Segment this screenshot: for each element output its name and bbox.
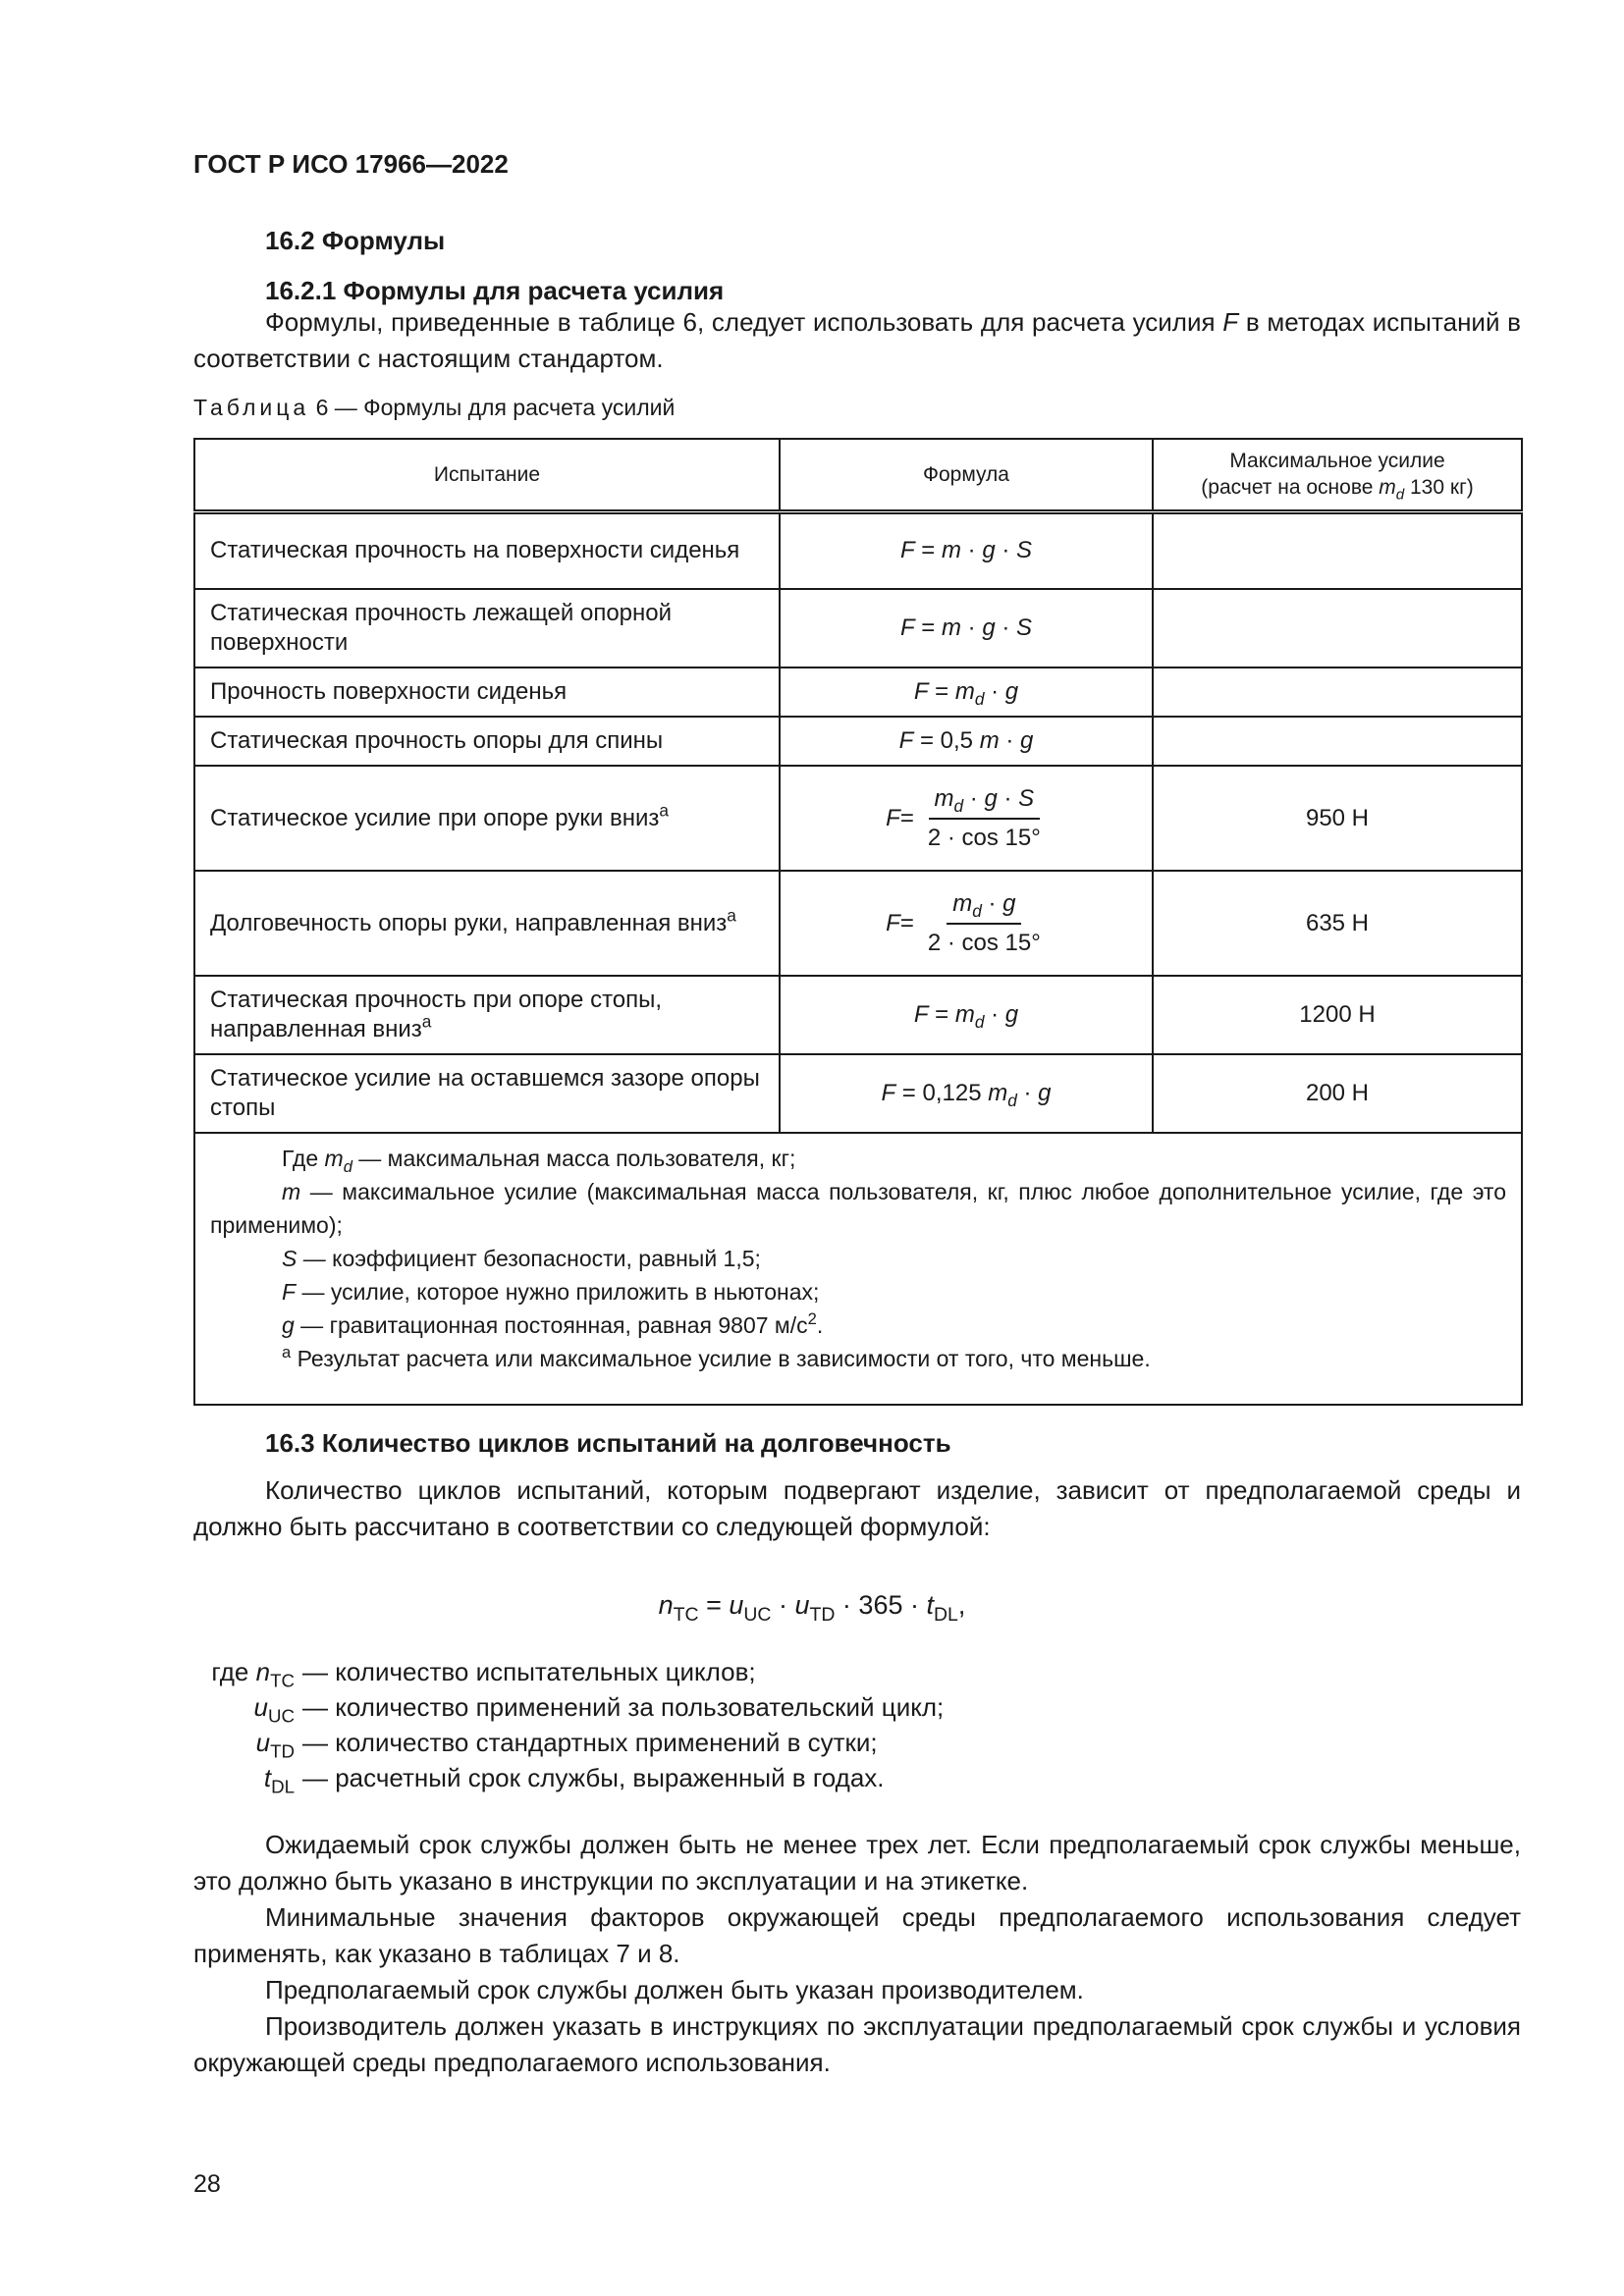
- document-header: ГОСТ Р ИСО 17966—2022: [193, 149, 509, 179]
- formula-definitions: [193, 1654, 944, 1795]
- cycles-formula: $n_{TC} = u_{UC} \cdot u_{TD} \cdot 365 \cdot t_{DL}$,: [658, 1590, 966, 1626]
- row-formula: F = 0,125 $m_d \cdot g$: [780, 1054, 1153, 1133]
- table-row: [194, 589, 1522, 667]
- row-test-name: Статическая прочность опоры для спины: [194, 717, 780, 766]
- table-notes-row: [194, 1133, 1522, 1405]
- table-6-caption: Таблица 6 — Формулы для расчета усилий: [193, 395, 676, 420]
- definition-row: $u_{UC}$ — количество применений за пользовательский цикл;: [253, 1692, 945, 1727]
- row-max-force: [1153, 717, 1522, 766]
- environment-paragraph: Минимальные значения факторов окружающей среды предполагаемого использования следует применять, как указано в таблицах 7 и 8.: [193, 1902, 1521, 1968]
- row-formula: F = m · g · S: [780, 589, 1153, 667]
- definition-row: где $n_{TC}$ — количество испытательных циклов;: [211, 1657, 756, 1691]
- row-test-name: Статическая прочность при опоре стопы, направленная вниз$^a$: [194, 976, 780, 1054]
- instructions-paragraph: Производитель должен указать в инструкциях по эксплуатации предполагаемый срок службы и условия окружающей среды предполагаемого использования.: [193, 2011, 1521, 2077]
- definition-row: $t_{DL}$ — расчетный срок службы, выраженный в годах.: [263, 1763, 885, 1797]
- note-f: F — усилие, которое нужно приложить в ньютонах;: [282, 1279, 820, 1305]
- table-row: [194, 766, 1522, 871]
- row-max-force: [1153, 511, 1522, 589]
- header-formula: Формула: [780, 439, 1153, 511]
- row-test-name: Статическое усилие при опоре руки вниз$^a$: [194, 766, 780, 871]
- note-s: S — коэффициент безопасности, равный 1,5;: [282, 1246, 761, 1271]
- service-life-paragraph: Ожидаемый срок службы должен быть не менее трех лет. Если предполагаемый срок службы меньше, это должно быть указано в инструкции по эксплуатации и на этикетке.: [193, 1830, 1521, 1896]
- fraction-numerator: $m_d \cdot g \cdot S$: [929, 784, 1041, 820]
- row-test-name: Прочность поверхности сиденья: [194, 667, 780, 717]
- row-formula: $F = m_d \cdot g$: [780, 976, 1153, 1054]
- section-16-2-title: 16.2 Формулы: [265, 226, 446, 255]
- table-row: [194, 871, 1522, 976]
- row-max-force: [1153, 589, 1522, 667]
- row-formula: F = m · g · S: [780, 511, 1153, 589]
- section-16-3-intro: Количество циклов испытаний, которым подвергают изделие, зависит от предполагаемой среды и должно быть рассчитано в соответствии со следующей формулой:: [193, 1475, 1521, 1541]
- formula-table: [193, 438, 1523, 1406]
- header-test: Испытание: [194, 439, 780, 511]
- page-number: 28: [193, 2170, 221, 2198]
- table-header-row: [194, 439, 1522, 511]
- header-max-force: Максимальное усилие (расчет на основе $m_d$ 130 кг): [1153, 439, 1522, 511]
- row-max-force: 200 Н: [1153, 1054, 1522, 1133]
- row-max-force: [1153, 667, 1522, 717]
- row-max-force: 635 Н: [1153, 871, 1522, 976]
- row-formula: F = $\frac{m_d \cdot g \cdot S}{2 \cdot \cos 15^\circ}$: [780, 766, 1153, 871]
- table-notes: [194, 1133, 1522, 1405]
- row-test-name: Статическая прочность лежащей опорной поверхности: [194, 589, 780, 667]
- table-row: [194, 976, 1522, 1054]
- section-16-2-1-paragraph: Формулы, приведенные в таблице 6, следует использовать для расчета усилия F в методах испытаний в соответствии с настоящим стандартом.: [193, 307, 1521, 373]
- row-test-name: Долговечность опоры руки, направленная вниз$^a$: [194, 871, 780, 976]
- section-16-3-title: 16.3 Количество циклов испытаний на долговечность: [265, 1428, 951, 1458]
- row-test-name: Статическая прочность на поверхности сиденья: [194, 511, 780, 589]
- table-row: [194, 717, 1522, 766]
- note-g: g — гравитационная постоянная, равная 9807 $м/с^2$.: [282, 1308, 824, 1338]
- section-16-2-1-title: 16.2.1 Формулы для расчета усилия: [265, 276, 725, 305]
- manufacturer-lifetime-paragraph: Предполагаемый срок службы должен быть указан производителем.: [265, 1975, 1084, 2004]
- table-row: [194, 667, 1522, 717]
- table-row: [194, 511, 1522, 589]
- row-formula: $F = m_d \cdot g$: [780, 667, 1153, 717]
- note-m: m — максимальное усилие (максимальная масса пользователя, кг, плюс любое дополнительное усилие, где это применимо);: [210, 1179, 1506, 1238]
- fraction-denominator: 2 · cos 15°: [927, 824, 1041, 851]
- row-test-name: Статическое усилие на оставшемся зазоре опоры стопы: [194, 1054, 780, 1133]
- row-max-force: 1200 Н: [1153, 976, 1522, 1054]
- note-a: $^a$ Результат расчета или максимальное усилие в зависимости от того, что меньше.: [282, 1342, 1151, 1371]
- table-row: [194, 1054, 1522, 1133]
- fraction-numerator: $m_d \cdot g$: [947, 889, 1021, 925]
- row-formula: F = 0,5 m · g: [780, 717, 1153, 766]
- row-formula: F = $\frac{m_d \cdot g}{2 \cdot \cos 15^\circ}$: [780, 871, 1153, 976]
- note-md: Где $m_d$ — максимальная масса пользователя, кг;: [282, 1146, 796, 1176]
- fraction-denominator: 2 · cos 15°: [927, 929, 1041, 956]
- row-max-force: 950 Н: [1153, 766, 1522, 871]
- definition-row: $u_{TD}$ — количество стандартных применений в сутки;: [255, 1728, 878, 1762]
